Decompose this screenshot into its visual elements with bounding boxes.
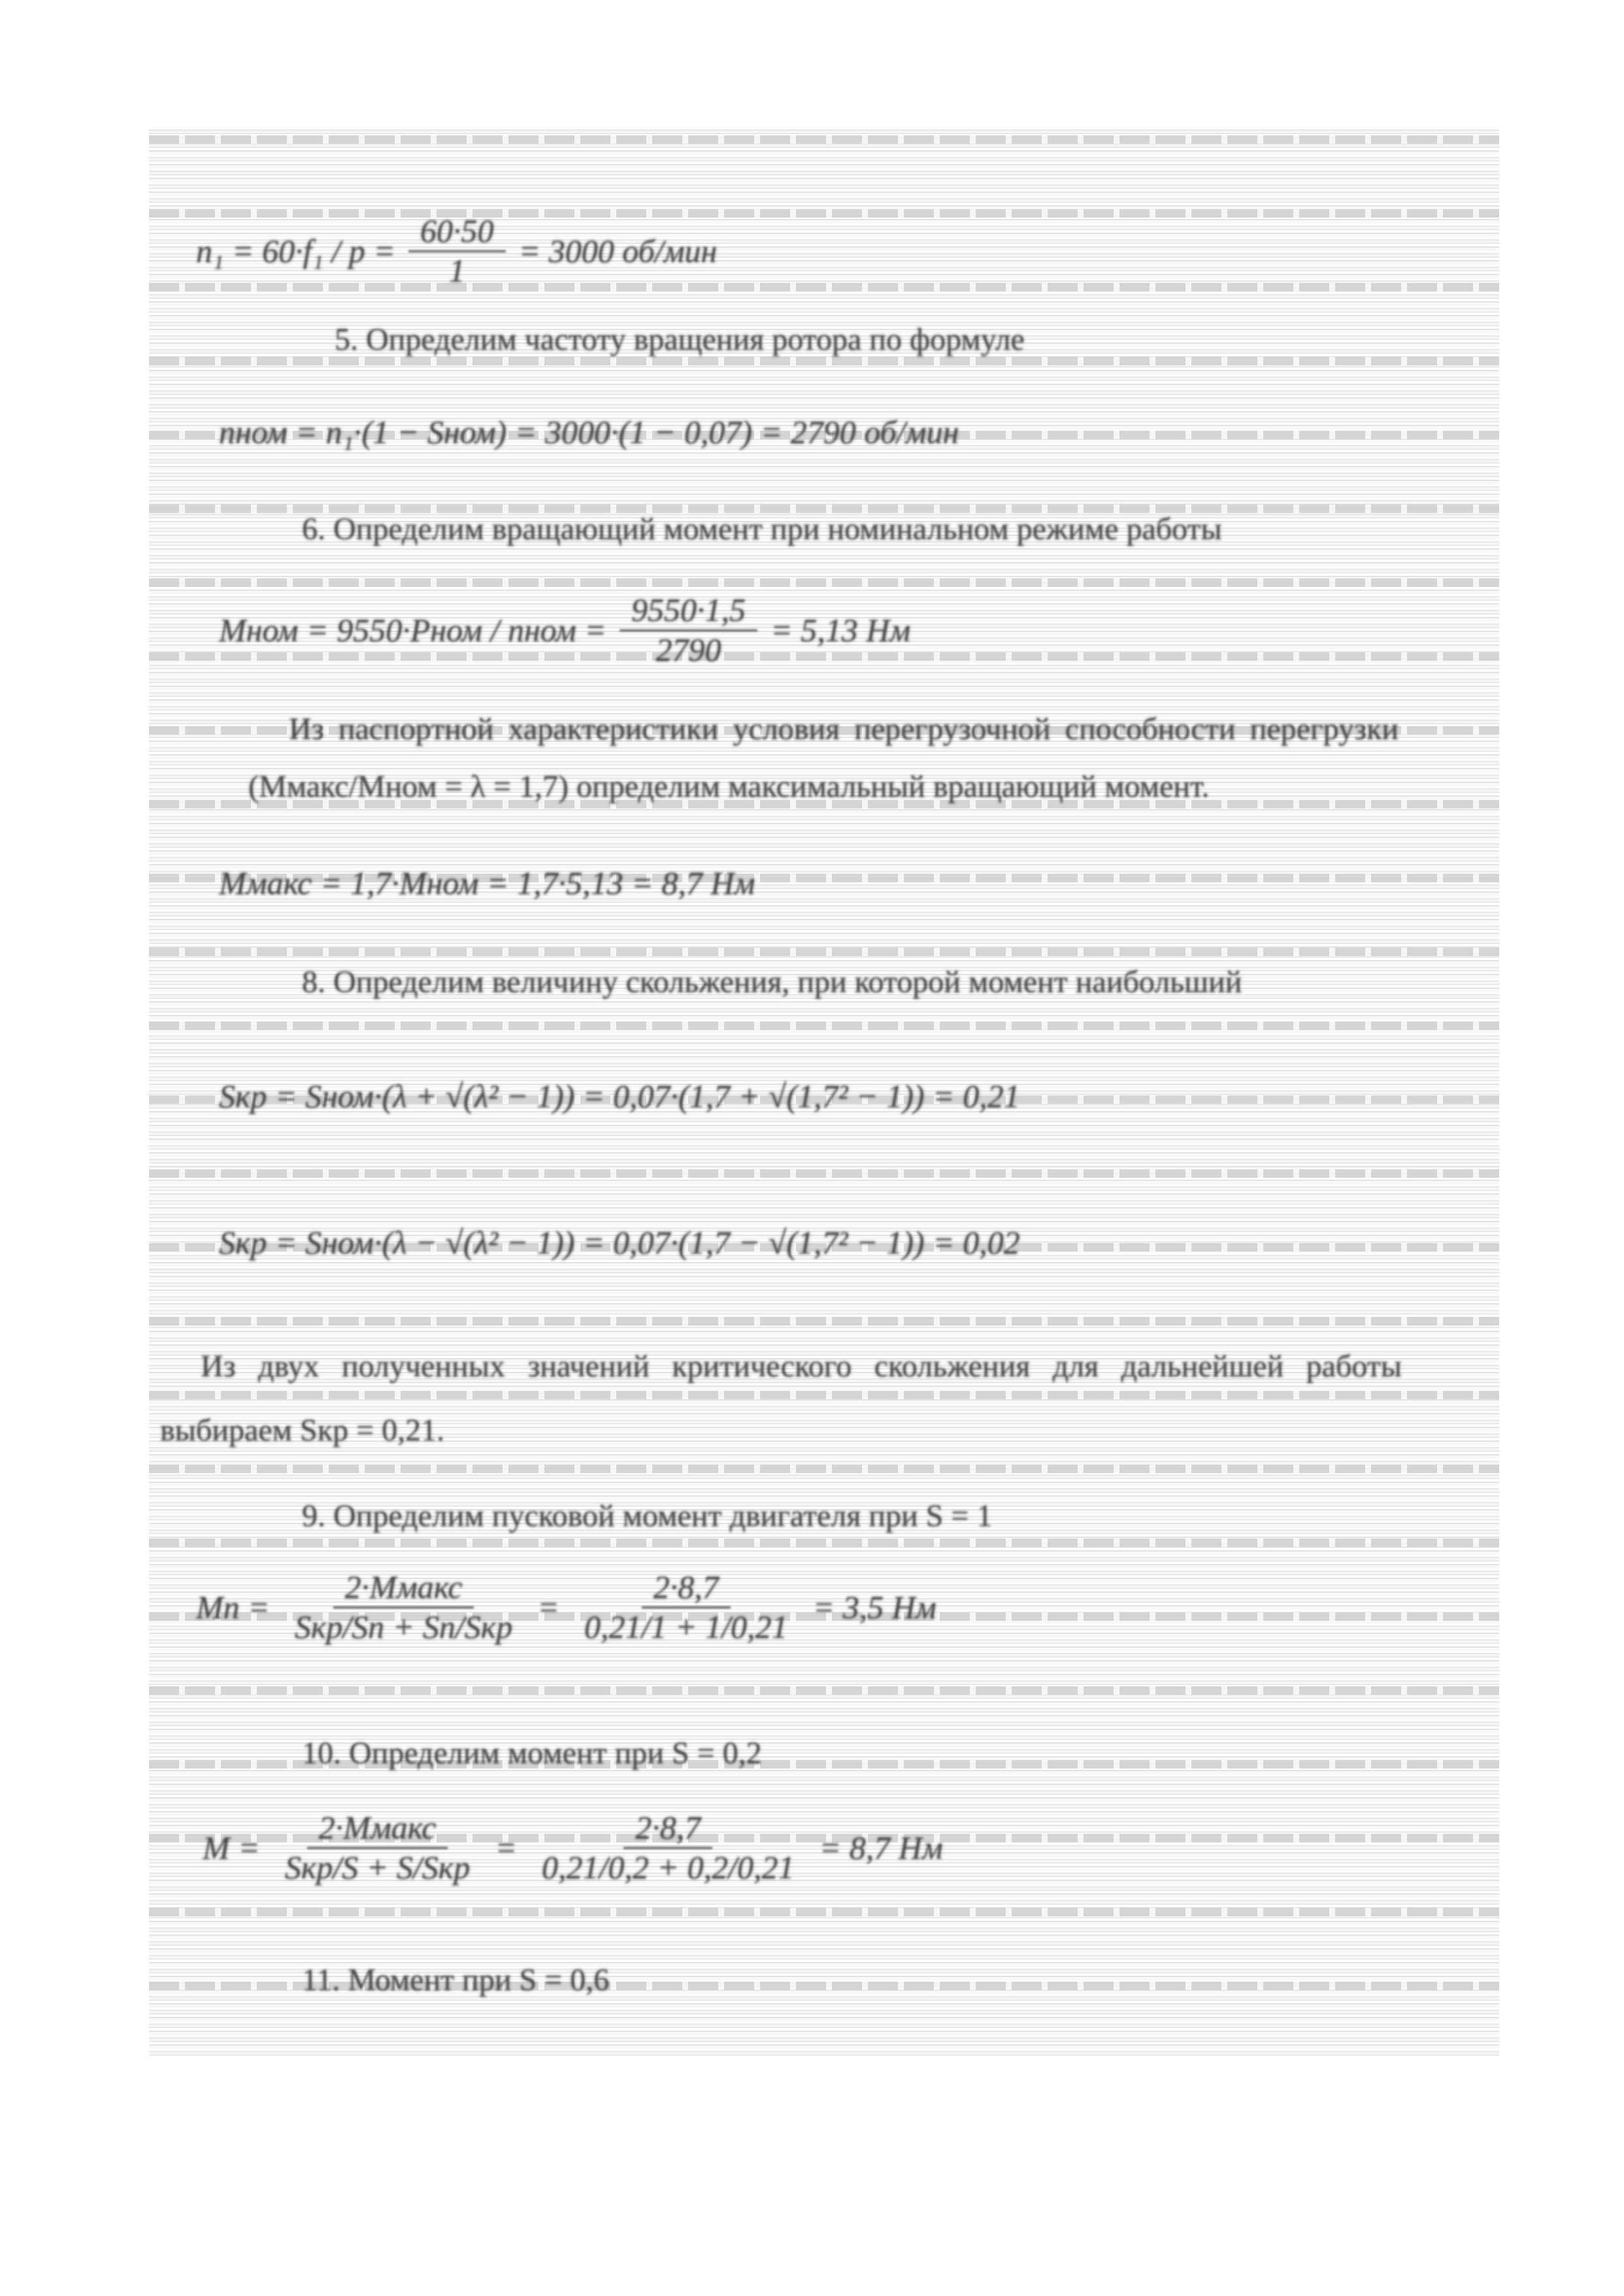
list-item-11: 11. Момент при S = 0,6 [302, 1963, 610, 1997]
formula-synchronous-speed [196, 212, 717, 290]
scan-band [149, 1317, 1499, 1325]
scan-band [149, 1169, 1499, 1178]
formula-max-torque [219, 864, 755, 902]
fraction-numerator: 9550·1,5 [620, 591, 757, 631]
scan-band [149, 1686, 1499, 1695]
fraction [273, 1809, 482, 1886]
fraction-numerator: 2·8,7 [642, 1569, 731, 1608]
fraction-denominator: Sкр/Sп + Sп/Sкр [294, 1608, 513, 1645]
fraction-denominator: 0,21/1 + 1/0,21 [584, 1608, 788, 1645]
formula-critical-slip-plus [219, 1077, 1020, 1115]
formula-lhs: n₁ = 60·f₁ / p = [196, 233, 396, 269]
scan-band [149, 1022, 1499, 1030]
formula-rhs: = 5,13 Нм [771, 612, 911, 648]
fraction-denominator: Sкр/S + S/Sкр [284, 1848, 471, 1886]
formula-rhs: = 8,7 Нм [819, 1829, 943, 1866]
formula-rhs: = 3,5 Нм [812, 1589, 936, 1625]
formula-lhs: Мном = 9550·Рном / nном = [219, 612, 606, 648]
formula-starting-torque [196, 1569, 936, 1646]
fraction-numerator: 2·8,7 [623, 1809, 712, 1849]
fraction [408, 212, 506, 290]
fraction [572, 1569, 800, 1646]
formula-lhs: Мп = [196, 1589, 270, 1625]
scan-band [149, 135, 1499, 144]
paragraph-overload: Из паспортной характеристики условия перегрузочной способности перегрузки (Ммакс/Мном = λ = 1,7) определим максимальный вращающий момент. [248, 712, 1399, 804]
list-item-5: 5. Определим частоту вращения ротора по формуле [335, 322, 1025, 357]
list-item-10: 10. Определим момент при S = 0,2 [302, 1736, 762, 1771]
fraction-numerator: 2·Ммакс [333, 1569, 474, 1608]
formula-rhs: = 3000 об/мин [518, 233, 718, 269]
scan-band [149, 948, 1499, 956]
scan-band [149, 1908, 1499, 1916]
fraction-numerator: 2·Ммакс [307, 1809, 448, 1849]
formula-lhs: М = [203, 1829, 260, 1866]
formula-torque-s02 [203, 1809, 943, 1886]
paragraph-slip-choice: Из двух полученных значений критического скольжения для дальнейшей работы выбираем Sкр = 0,21. [160, 1349, 1402, 1448]
fraction [530, 1809, 806, 1886]
formula-mid: = [495, 1829, 517, 1866]
formula-text: nном = n₁·(1 − Sном) = 3000·(1 − 0,07) = 2790 об/мин [219, 414, 959, 450]
formula-nominal-torque [219, 591, 910, 669]
fraction-denominator: 2790 [655, 631, 721, 668]
fraction-denominator: 1 [448, 252, 465, 289]
fraction [620, 591, 757, 669]
formula-mid: = [537, 1589, 559, 1625]
list-item-8: 8. Определим величину скольжения, при которой момент наибольший [302, 965, 1242, 999]
fraction-numerator: 60·50 [408, 212, 506, 252]
formula-text: Sкр = Sном·(λ + √(λ² − 1)) = 0,07·(1,7 + √(1,7² − 1)) = 0,21 [219, 1078, 1020, 1114]
formula-critical-slip-minus [219, 1223, 1020, 1261]
scan-band [149, 1539, 1499, 1547]
scan-band [149, 1465, 1499, 1473]
scan-band [149, 578, 1499, 587]
fraction [283, 1569, 524, 1646]
formula-text: Ммакс = 1,7·Мном = 1,7·5,13 = 8,7 Нм [219, 865, 755, 901]
list-item-9: 9. Определим пусковой момент двигателя при S = 1 [302, 1499, 993, 1533]
list-item-6: 6. Определим вращающий момент при номинальном режиме работы [302, 512, 1222, 546]
formula-text: Sкр = Sном·(λ − √(λ² − 1)) = 0,07·(1,7 − √(1,7² − 1)) = 0,02 [219, 1224, 1020, 1261]
formula-rotor-speed [219, 413, 959, 451]
fraction-denominator: 0,21/0,2 + 0,2/0,21 [541, 1848, 795, 1886]
scan-band [149, 357, 1499, 365]
